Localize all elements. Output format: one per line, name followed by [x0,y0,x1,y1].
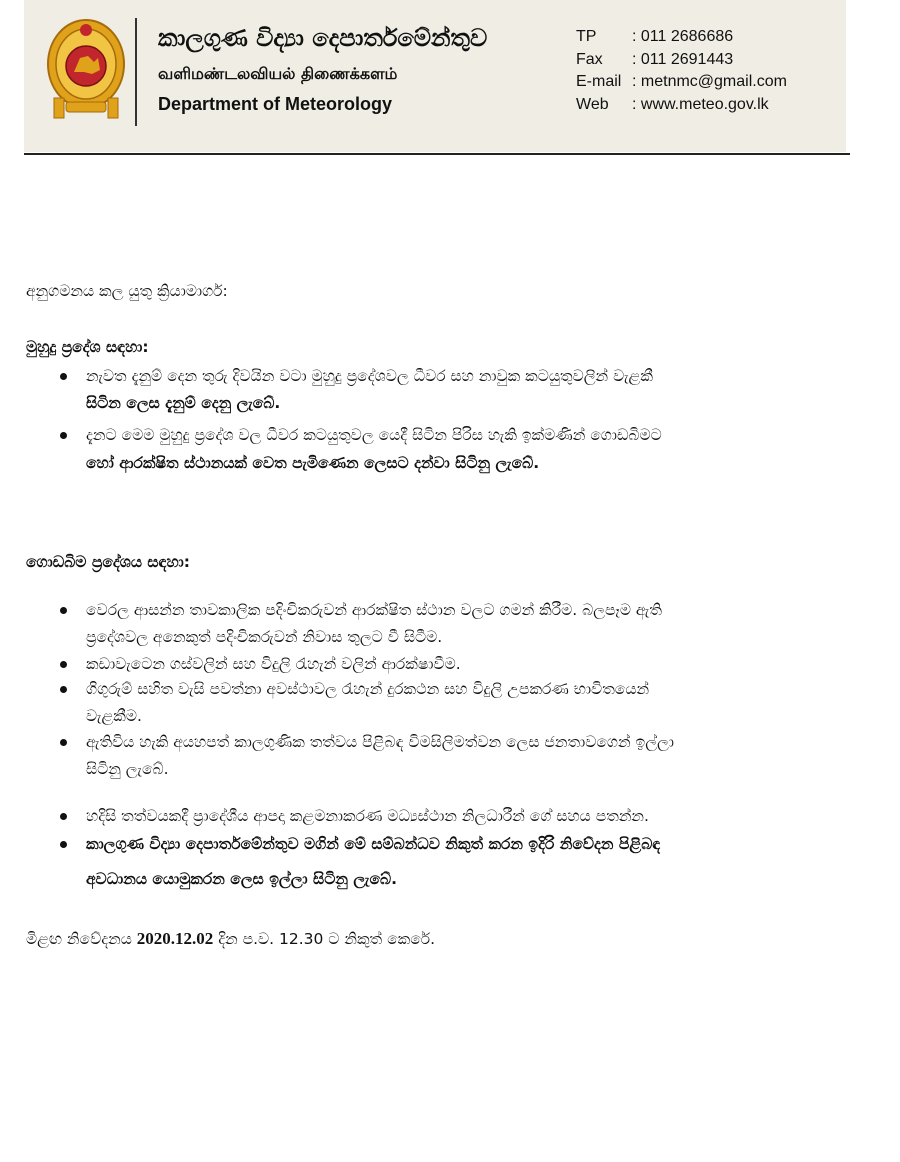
sea-item-2-line-2: හෝ ආරක්ෂිත ස්ථානයක් වෙත පැමිණෙන ලෙසට දන්වා සිටිනු ලැබේ. [86,454,540,472]
land-item-4-line-2: සිටිනු ලැබේ. [86,760,169,778]
contact-label: TP [576,28,597,46]
land-item-1-line-2: ප්‍රදේශවල අනෙකුත් පදිංචිකරුවන් නිවාස තුලට වී සිටීම. [86,628,443,646]
header-rule [24,153,850,155]
contact-email [576,71,787,94]
bullet-icon [60,813,67,820]
next-bulletin-date: 2020.12.02 [136,929,214,948]
contact-phone [576,26,787,49]
org-name-sinhala: කාලගුණ විද්‍යා දෙපාර්තමේන්තුව [158,24,488,52]
land-item-4-line-1: ඇතිවිය හැකි අයහපත් කාලගුණික තත්වය පිළිබඳ විමසිලිමත්වන ලෙස ජනතාවගෙන් ඉල්ලා [86,733,674,751]
land-item-1-line-1: වෙරල ආසන්න තාවකාලික පදිංචිකරුවන් ආරක්ෂිත ස්ථාන වලට ගමන් කිරීම. බලපෑම ඇති [86,601,662,619]
sea-item-1-line-1: නැවත දැනුම් දෙන තුරු දිවයින වටා මුහුදු ප්‍රදේශවල ධීවර සහ නාවුක කටයුතුවලින් වැළකී [86,367,653,385]
land-item-2: කඩාවැටෙන ගස්වලින් සහ විදුලි රැහැන් වලින් ආරක්ෂාවීම. [86,655,461,673]
bullet-icon [60,607,67,614]
sri-lanka-emblem-icon [44,14,128,120]
header-divider [135,18,137,126]
intro-line: අනුගමනය කල යුතු ක්‍රියාමාර්ග: [26,282,228,300]
bullet-icon [60,686,67,693]
contact-label: E-mail [576,73,622,91]
next-bulletin-suffix: දින ප.ව. 12.30 ට නිකුත් කෙරේ. [213,930,436,948]
land-heading: ගොඩබිම ප්‍රදේශය සඳහා: [26,553,190,571]
sea-item-2-line-1: දැනට මෙම මුහුදු ප්‍රදේශ වල ධීවර කටයුතුවල යෙදී සිටින පිරිස හැකි ඉක්මණින් ගොඩබිමට [86,426,662,444]
bullet-icon [60,841,67,848]
land-item-3-line-1: ගිගුරුම් සහිත වැසි පවත්නා අවස්ථාවල රැහැන් දුරකථන සහ විදුලි උපකරණ භාවිතයෙන් [86,680,650,698]
bullet-icon [60,432,67,439]
next-bulletin-line [26,929,435,949]
contact-block [576,26,787,116]
org-name-tamil: வளிமண்டலவியல் திணைக்களம் [158,64,398,83]
next-bulletin-prefix: මිළඟ නිවේදනය [26,930,137,948]
org-name-english: Department of Meteorology [158,94,393,114]
bullet-icon [60,661,67,668]
contact-fax [576,49,787,72]
sea-heading: මුහුදු ප්‍රදේශ සඳහා: [26,338,149,356]
bullet-icon [60,373,67,380]
bullet-icon [60,739,67,746]
contact-web [576,94,787,117]
contact-label: Fax [576,50,603,68]
contact-label: Web [576,95,609,113]
land-item-5: හදිසි තත්වයකදී ප්‍රාදේශීය ආපදා කළමනාකරණ මධ්‍යස්ථාන නිලධාරීන් ගේ සහය පතන්න. [86,807,649,825]
contact-value: : 011 2691443 [632,50,734,68]
land-item-6-line-1: කාලගුණ විද්‍යා දෙපාර්තමේන්තුව මගින් මේ සම්බන්ධව නිකුත් කරන ඉදිරි නිවේදන පිළිබඳ [86,835,661,853]
land-item-3-line-2: වැළකීම. [86,707,142,725]
contact-value[interactable]: : www.meteo.gov.lk [632,95,769,113]
contact-value[interactable]: : metnmc@gmail.com [632,73,787,91]
contact-value: : 011 2686686 [632,28,734,46]
sea-item-1-line-2: සිටින ලෙස දැනුම් දෙනු ලැබේ. [86,394,281,412]
land-item-6-line-2: අවධානය යොමුකරන ලෙස ඉල්ලා සිටිනු ලැබේ. [86,870,398,888]
letterhead [24,0,846,152]
